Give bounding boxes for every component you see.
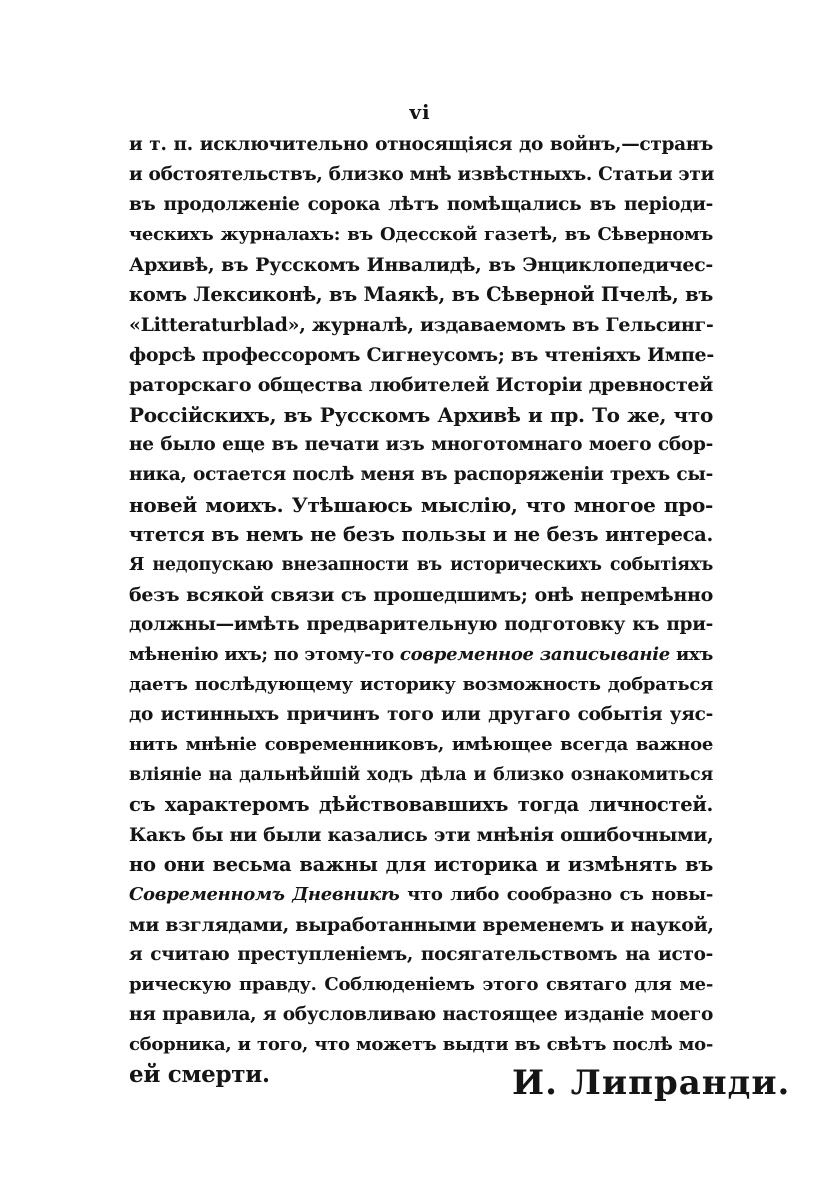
text-line: ческихъ журналахъ: въ Одесской газетѣ, въ Сѣверномъ [129,224,713,245]
italic-text: современное записыванiе [399,644,670,665]
page-number: vi [409,100,431,124]
text-line: и обстоятельствъ, близко мнѣ извѣстныхъ. Статьи эти [129,164,714,185]
text-line: даетъ послѣдующему историку возможность добраться [129,674,713,695]
text-line: Россiйскихъ, въ Русскомъ Архивѣ и пр. То же, что [129,403,713,427]
text-line: форсѣ профессоромъ Сигнеусомъ; въ чтенiяхъ Импе- [129,344,714,366]
text-line: рическую правду. Соблюденiемъ этого святаго для ме- [129,974,713,995]
text-line: ей смерти. [129,1061,270,1088]
text-line: должны—имѣть предварительную подготовку къ при- [129,614,713,635]
text-span: мѣненiю ихъ; по этому-то [129,644,400,665]
body-text [129,130,713,1090]
text-line: до истинныхъ причинъ того или другаго событiя уяс- [129,704,713,725]
text-line: Я недопускаю внезапности въ историческихъ событiяхъ [129,555,713,575]
text-line: ня правила, я обусловливаю настоящее изданiе моего [129,1004,713,1025]
text-line [129,640,713,670]
author-signature: И. Липранди. [512,1063,791,1103]
text-line: раторскаго общества любителей Исторiи древностей [129,374,713,396]
text-line: и т. п. исключительно относящiяся до войнъ,—странъ [129,134,713,155]
text-line: съ характеромъ дѣйствовавшихъ тогда личностей. [129,793,713,816]
text-line: въ продолженiе сорока лѣтъ помѣщались въ перiоди- [129,194,713,215]
text-line: «Litteraturblad», журналѣ, издаваемомъ въ Гельсинг- [129,314,714,336]
text-line: ми взглядами, выработанными временемъ и наукой, [129,914,714,936]
text-line: Какъ бы ни были казались эти мнѣнiя ошибочными, [129,824,714,846]
italic-text: Современномъ Дневникѣ [129,884,400,905]
text-line: но они весьма важны для историка и измѣнять въ [129,853,713,876]
text-line: ника, остается послѣ меня въ распоряженiи трехъ сы- [129,464,713,485]
text-line: новей моихъ. Утѣшаюсь мыслiю, что многое про- [129,493,713,517]
text-line: нить мнѣнiе современниковъ, имѣющее всегда важное [129,734,713,755]
text-line: я считаю преступленiемъ, посягательствомъ на исто- [129,944,713,965]
text-span: ихъ [669,644,713,665]
text-line: влiянiе на дальнѣйшiй ходъ дѣла и близко ознакомиться [129,765,713,785]
text-line: не было еще въ печати изъ многотомнаго моего сбор- [129,434,713,455]
text-line: сборника, и того, что можетъ выдти въ свѣтъ послѣ мо- [129,1034,713,1055]
text-line: чтется въ немъ не безъ пользы и не безъ интереса. [129,523,713,546]
text-line: комъ Лексиконѣ, въ Маякѣ, въ Сѣверной Пчелѣ, въ [129,283,713,306]
text-span: что либо сообразно съ новы- [399,884,713,905]
text-line [129,880,713,910]
text-line: безъ всякой связи съ прошедшимъ; онѣ непремѣнно [129,584,713,606]
text-line: Архивѣ, въ Русскомъ Инвалидѣ, въ Энциклопедичес- [129,254,713,276]
